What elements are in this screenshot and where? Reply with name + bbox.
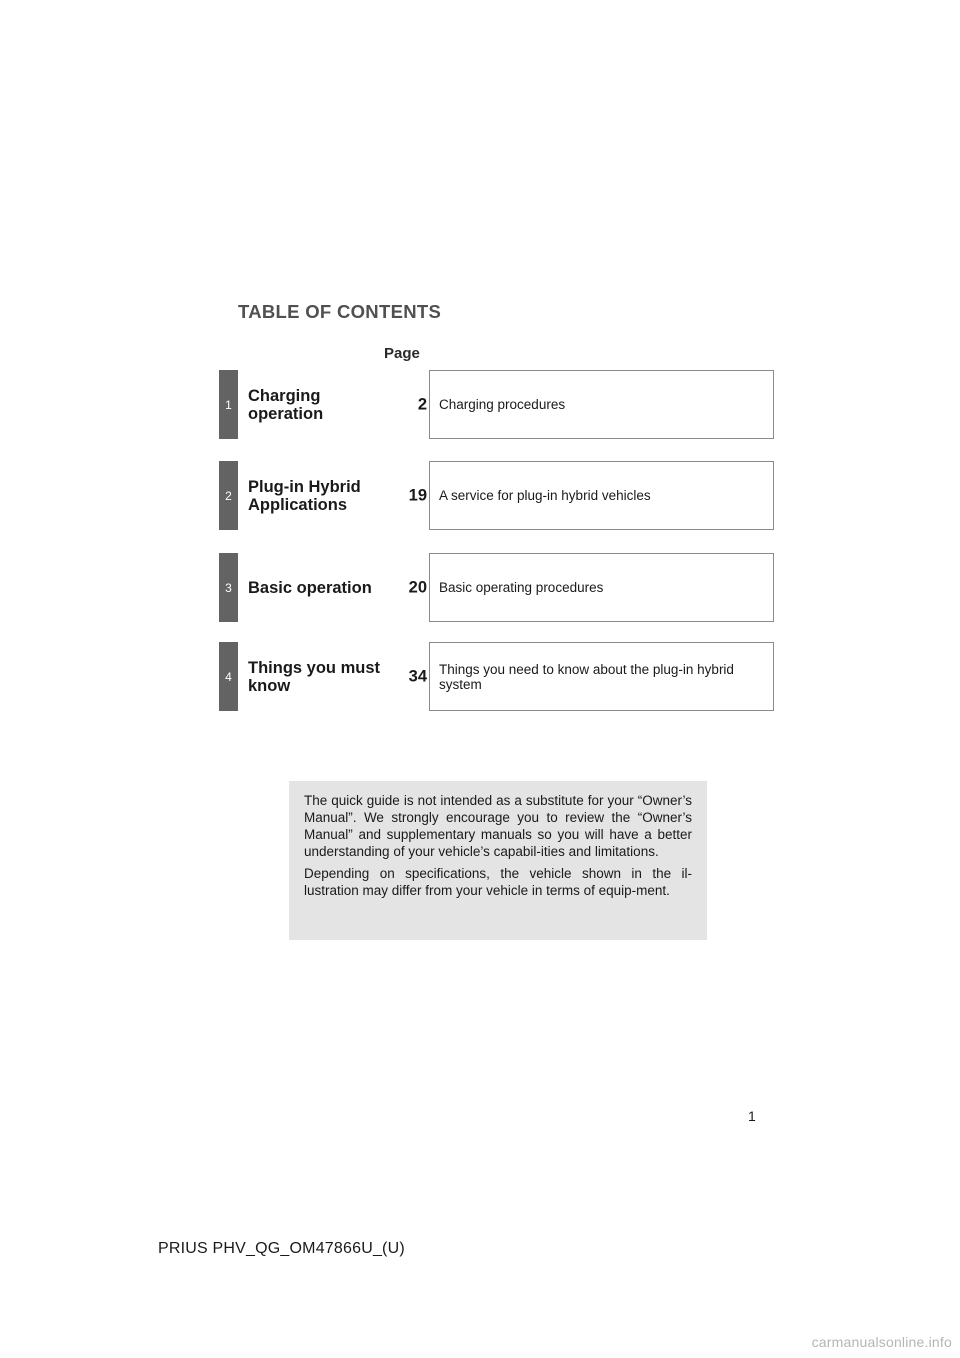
toc-entry-things-you-must-know[interactable] [219, 642, 774, 711]
section-page-number: 34 [408, 667, 427, 685]
section-page-number: 19 [408, 486, 427, 504]
section-tab: 1 [219, 370, 238, 439]
document-code: PRIUS PHV_QG_OM47866U_(U) [158, 1240, 405, 1257]
section-title: Basic operation [248, 578, 372, 597]
section-page-number: 2 [417, 395, 427, 413]
section-title: Plug-in Hybrid Applications [248, 477, 361, 514]
section-title: Charging operation [248, 386, 324, 423]
page-number: 1 [748, 1108, 756, 1124]
toc-entry-charging[interactable] [219, 370, 774, 439]
section-tab: 4 [219, 642, 238, 711]
section-description: A service for plug-in hybrid vehicles [429, 461, 774, 530]
toc-title: TABLE OF CONTENTS [238, 301, 442, 322]
page-column-heading: Page [384, 345, 420, 362]
disclaimer-note [289, 781, 707, 940]
watermark: carmanualsonline.info [811, 1334, 952, 1350]
section-tab: 2 [219, 461, 238, 530]
section-tab: 3 [219, 553, 238, 622]
note-paragraph: Depending on specifications, the vehicle shown in the il-lustration may differ from your vehicle in terms of equip-ment. [304, 866, 692, 898]
note-paragraph: The quick guide is not intended as a substitute for your “Owner’s Manual”. We strongly encourage you to review the “Owner’s Manual” and supplementary manuals so you will have a better understanding of your vehicle’s capabil-ities and limitations. [304, 793, 692, 859]
section-description: Things you need to know about the plug-in hybrid system [429, 642, 774, 711]
section-description: Charging procedures [429, 370, 774, 439]
section-title: Things you must know [248, 658, 380, 695]
toc-entry-basic-operation[interactable] [219, 553, 774, 622]
section-description: Basic operating procedures [429, 553, 774, 622]
section-page-number: 20 [408, 578, 427, 596]
toc-entry-plug-in-hybrid[interactable] [219, 461, 774, 530]
